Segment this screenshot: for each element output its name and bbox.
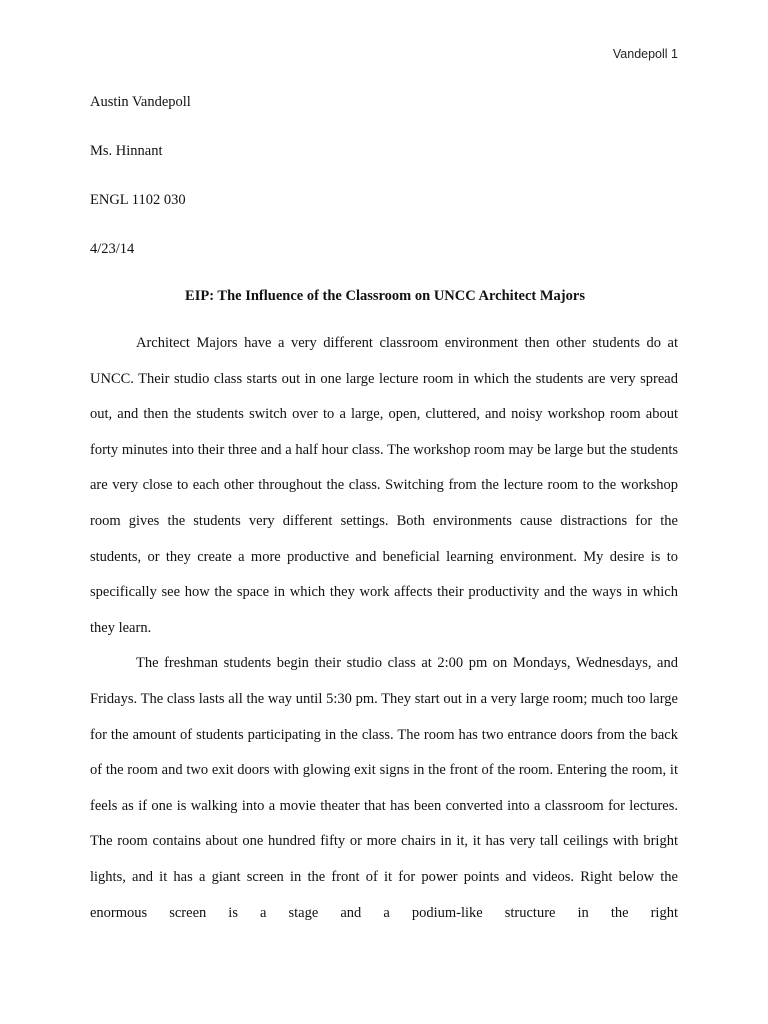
mla-heading xyxy=(90,94,680,290)
body-text xyxy=(90,326,678,931)
running-header: Vandepoll 1 xyxy=(612,47,678,61)
author-name: Austin Vandepoll xyxy=(90,94,191,110)
paragraph-2: The freshman students begin their studio class at 2:00 pm on Mondays, Wednesdays, and Fridays. The class lasts all the way until 5:30 pm. They start out in a very large room; much too large for the amount of students participating in the class. The room has two entrance doors from the back of the room and two exit doors with glowing exit signs in the front of the room. Entering the room, it feels as if one is walking into a movie theater that has been converted into a classroom for lectures. The room contains about one hundred fifty or more chairs in it, it has very tall ceilings with bright lights, and it has a giant screen in the front of it for power points and videos. Right below the enormous screen is a stage and a podium-like structure in the right xyxy=(90,655,678,921)
instructor-name: Ms. Hinnant xyxy=(90,143,163,159)
course-name: ENGL 1102 030 xyxy=(90,192,186,208)
paper-title: EIP: The Influence of the Classroom on UNCC Architect Majors xyxy=(185,288,585,304)
paper-date: 4/23/14 xyxy=(90,241,135,257)
paragraph-1: Architect Majors have a very different classroom environment then other students do at UNCC. Their studio class starts out in one large lecture room in which the students are very spread out, and then the students switch over to a large, open, cluttered, and noisy workshop room about forty minutes into their three and a half hour class. The workshop room may be large but the students are very close to each other throughout the class. Switching from the lecture room to the workshop room gives the students very different settings. Both environments cause distractions for the students, or they create a more productive and beneficial learning environment. My desire is to specifically see how the space in which they work affects their productivity and the ways in which they learn. xyxy=(90,335,678,636)
